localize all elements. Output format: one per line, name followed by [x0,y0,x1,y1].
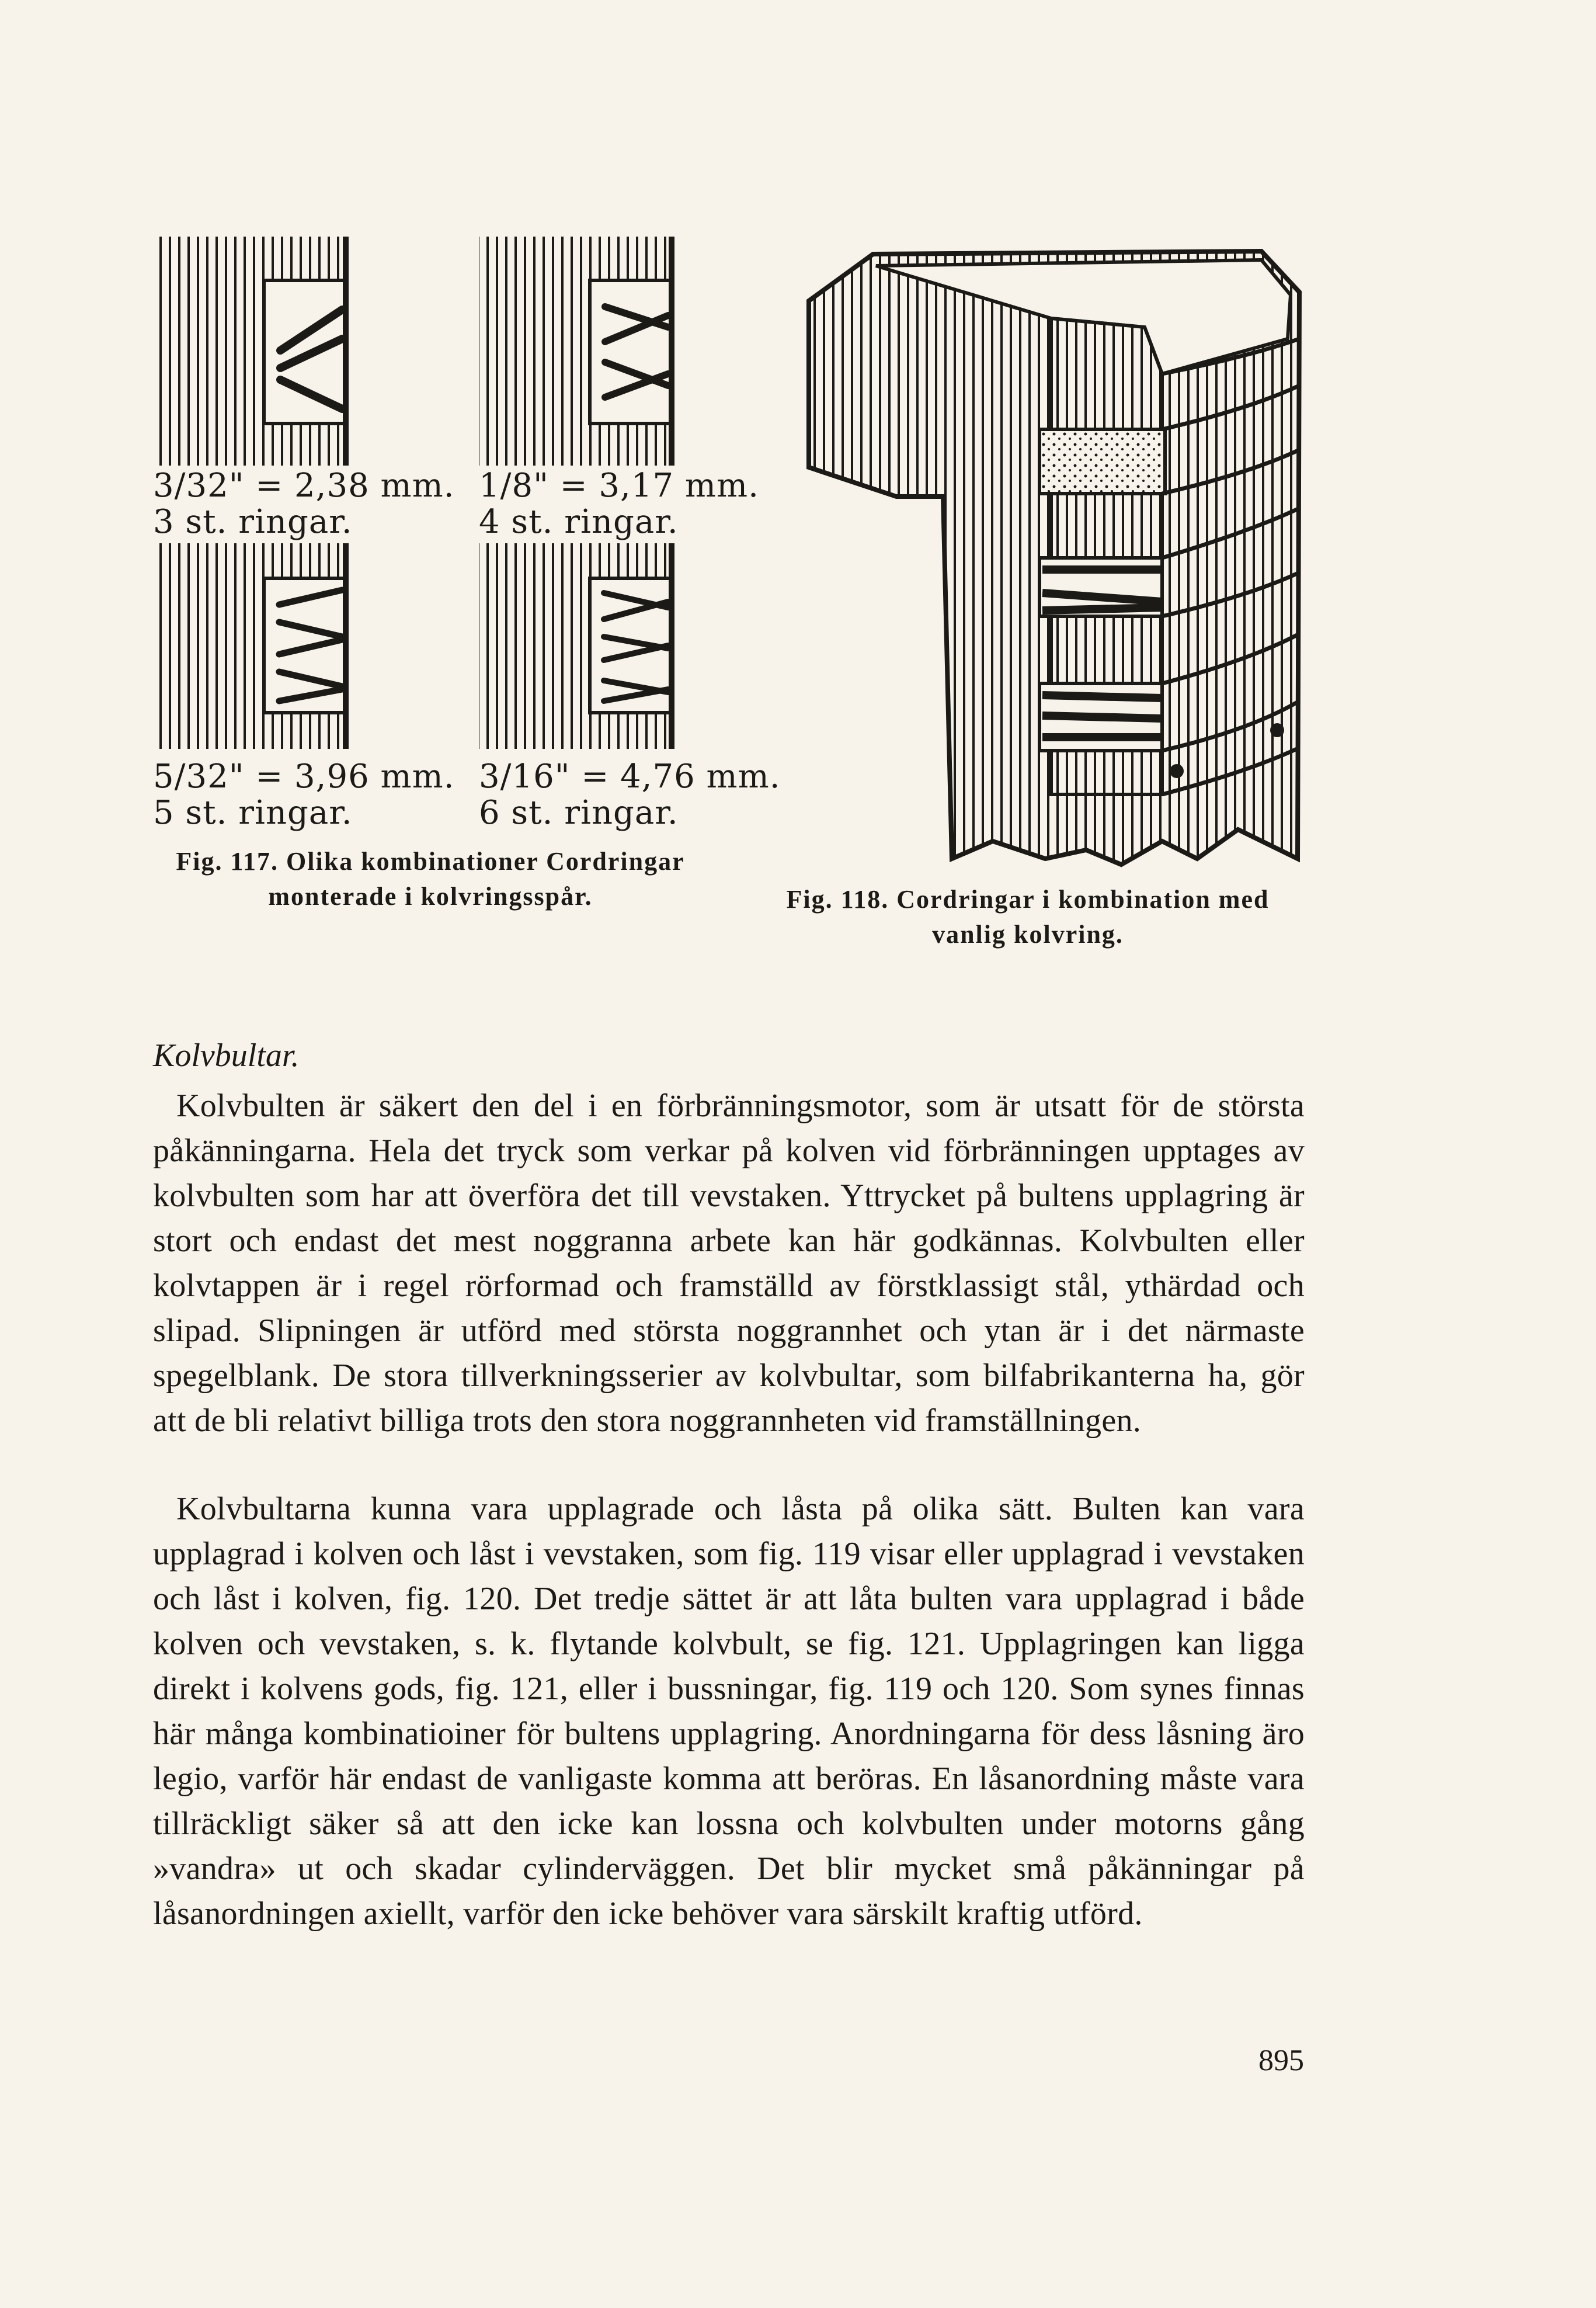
fig117-rings-2: 4 st. ringar. [479,503,679,541]
fig117-size-3: 5/32" = 3,96 mm. [153,758,455,796]
ring-groove-5 [153,543,346,749]
fig117-size-4: 3/16" = 4,76 mm. [479,758,781,796]
body-paragraph-1: Kolvbulten är säkert den del i en förbränningsmotor, som är utsatt för de största påkänningarna. Hela det tryck som verkar på kolven vid förbränningen upptages av kolvbulten som har att överföra det till vevstaken. Yttrycket på bultens upplagring är stort och endast det mest noggranna arbete kan här godkännas. Kolvbulten eller kolvtappen är i regel rörformad och framställd av förstklassigt stål, ythärdad och slipad. Slipningen är utförd med största noggrannhet och ytan är i det närmaste spegelblank. De stora tillverkningsserier av kolvbultar, som bilfabrikanterna ha, gör att de bli relativt billiga trots den stora noggrannheten vid framställningen. [153,1088,1305,1439]
fig117-size-2: 1/8" = 3,17 mm. [479,467,759,505]
fig118-caption [747,882,1308,952]
fig118-caption-line1: Fig. 118. Cordringar i kombination med [786,885,1270,914]
fig117-rings-3: 5 st. ringar. [153,794,353,832]
section-heading: Kolvbultar. [153,1037,300,1074]
fig117-caption-line2: monterade i kolvringsspår. [268,882,593,911]
fig117-rings-1: 3 st. ringar. [153,503,353,541]
body-paragraph-2: Kolvbultarna kunna vara upplagrade och låsta på olika sätt. Bulten kan vara upplagrad i kolven och låst i vevstaken, som fig. 119 visar eller upplagrad i vevstaken och låst i kolven, fig. 120. Det tredje sättet är att låta bulten vara upplagrad i både kolven och vevstaken, s. k. flytande kolvbult, se fig. 121. Upplagringen kan ligga direkt i kolvens gods, fig. 121, eller i bussningar, fig. 119 och 120. Som synes finnas här många kombinatioiner för bultens upplagring. Anordningarna för dess låsning äro legio, varför här endast de vanligaste komma att beröras. En låsanordning måste vara tillräckligt säker så att den icke kan lossna och kolvbulten under motorns gång »vandra» ut och skadar cylinderväggen. Det blir mycket små påkänningar på låsanordningen axiellt, varför den icke behöver vara särskilt kraftig utförd. [153,1491,1305,1932]
figure-118-drawing [809,251,1299,865]
ring-groove-4 [479,237,672,466]
page-number: 895 [1258,2044,1304,2077]
fig117-caption [153,844,708,914]
fig117-caption-line1: Fig. 117. Olika kombinationer Cordringar [176,847,685,876]
ring-groove-6 [479,543,672,749]
ring-groove-3 [153,237,346,466]
fig117-rings-4: 6 st. ringar. [479,794,679,832]
fig118-caption-line2: vanlig kolvring. [932,920,1124,949]
fig117-size-1: 3/32" = 2,38 mm. [153,467,455,505]
